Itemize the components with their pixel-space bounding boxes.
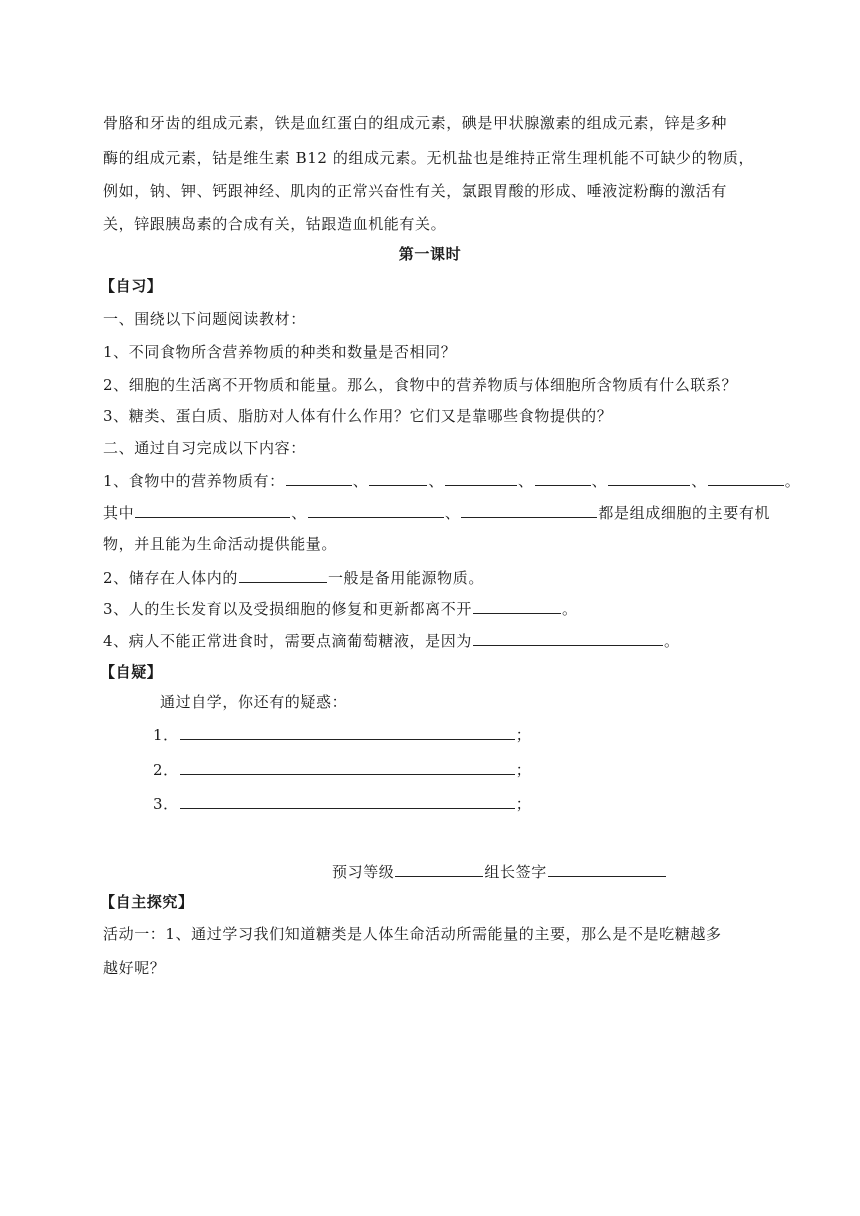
question-3: 3、糖类、蛋白质、脂肪对人体有什么作用？它们又是靠哪些食物提供的？ (103, 407, 613, 425)
activity-line-1: 活动一：1、通过学习我们知道糖类是人体生命活动所需能量的主要，那么是不是吃糖越多 (103, 925, 722, 943)
doubt-item-3 (153, 793, 531, 814)
doubt-prompt: 通过自学，你还有的疑惑： (160, 693, 348, 711)
nutrient-blank-2[interactable] (369, 470, 427, 486)
fill-4-suffix: 。 (663, 632, 680, 650)
fill-1b-line (103, 502, 770, 523)
lesson-title: 第一课时 (398, 245, 462, 263)
fill-4-line (103, 630, 680, 651)
intro-line-3: 例如，钠、钾、钙跟神经、肌肉的正常兴奋性有关，氯跟胃酸的形成、唾液淀粉酶的激活有 (103, 182, 728, 200)
fill-3-suffix: 。 (561, 600, 578, 618)
organic-blank-2[interactable] (308, 502, 444, 518)
doubt-item-number: 1． (153, 726, 179, 744)
fill-1b-suffix: 都是组成细胞的主要有机 (598, 504, 771, 522)
grade-blank[interactable] (395, 861, 483, 877)
fill-1c-line: 物，并且能为生命活动提供能量。 (103, 535, 338, 553)
nutrient-blank-5[interactable] (608, 470, 690, 486)
doubt-blank-1[interactable] (180, 724, 515, 740)
nutrient-blank-6[interactable] (708, 470, 784, 486)
separator: 、 (591, 472, 608, 490)
fill-3-prefix: 3、人的生长发育以及受损细胞的修复和更新都离不开 (103, 600, 472, 618)
intro-line-4: 关，锌跟胰岛素的合成有关，钴跟造血机能有关。 (103, 215, 447, 233)
organic-blank-1[interactable] (135, 502, 290, 518)
organic-blank-3[interactable] (461, 502, 597, 518)
sign-blank[interactable] (548, 861, 666, 877)
part2-title: 二、通过自习完成以下内容： (103, 439, 306, 457)
separator: 、 (517, 472, 534, 490)
question-1: 1、不同食物所含营养物质的种类和数量是否相同？ (103, 343, 457, 361)
semicolon: ； (515, 795, 532, 813)
preview-footer (332, 861, 667, 882)
fill-2-line (103, 567, 484, 588)
fill-3-line (103, 598, 578, 619)
grade-label: 预习等级 (332, 863, 395, 881)
intro-line-2: 酶的组成元素，钴是维生素 B12 的组成元素。无机盐也是维持正常生理机能不可缺少的物质， (103, 149, 755, 167)
separator: 、 (691, 472, 707, 490)
question-2: 2、细胞的生活离不开物质和能量。那么，食物中的营养物质与体细胞所含物质有什么联系？ (103, 376, 738, 394)
part1-title: 一、围绕以下问题阅读教材： (103, 310, 306, 328)
fill-4-prefix: 4、病人不能正常进食时，需要点滴葡萄糖液，是因为 (103, 632, 472, 650)
nutrient-blank-4[interactable] (535, 470, 591, 486)
separator: 、 (291, 504, 307, 522)
doubt-blank-2[interactable] (180, 759, 515, 775)
semicolon: ； (515, 761, 532, 779)
fill-1-prefix: 1、食物中的营养物质有： (103, 472, 285, 490)
nutrient-blank-1[interactable] (286, 470, 352, 486)
separator: 、 (444, 504, 461, 522)
growth-blank[interactable] (473, 598, 561, 614)
separator: 、 (352, 472, 369, 490)
fill-1b-prefix: 其中 (103, 504, 135, 522)
activity-line-2: 越好呢？ (103, 959, 166, 977)
fill-1-line (103, 470, 800, 491)
doubt-heading: 【自疑】 (100, 663, 163, 681)
self-study-heading: 【自习】 (100, 277, 163, 295)
doubt-item-2 (153, 759, 531, 780)
doubt-item-number: 2． (153, 761, 179, 779)
sign-label: 组长签字 (484, 863, 547, 881)
fill-2-suffix: 一般是备用能源物质。 (327, 569, 484, 587)
doubt-item-1 (153, 724, 531, 745)
explore-heading: 【自主探究】 (100, 893, 194, 911)
doubt-blank-3[interactable] (180, 793, 515, 809)
storage-blank[interactable] (239, 567, 327, 583)
nutrient-blank-3[interactable] (445, 470, 517, 486)
intro-line-1: 骨胳和牙齿的组成元素，铁是血红蛋白的组成元素，碘是甲状腺激素的组成元素，锌是多种 (103, 114, 728, 132)
period: 。 (784, 472, 801, 490)
separator: 、 (428, 472, 444, 490)
semicolon: ； (515, 726, 532, 744)
fill-2-prefix: 2、储存在人体内的 (103, 569, 238, 587)
glucose-reason-blank[interactable] (473, 630, 663, 646)
doubt-item-number: 3． (153, 795, 179, 813)
